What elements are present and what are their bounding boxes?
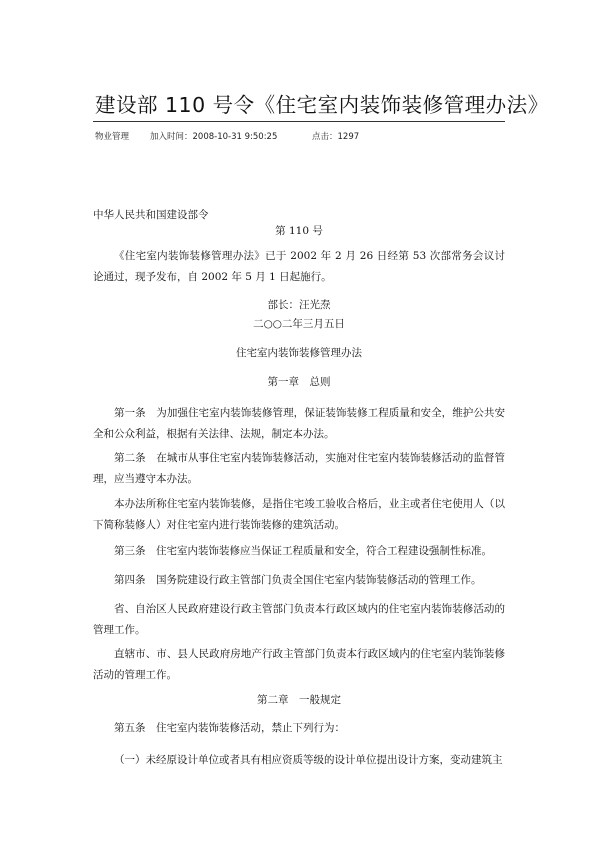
meta-added-time: 加入时间：2008-10-31 9:50:25 xyxy=(150,132,278,142)
article-4-provincial: 省、自治区人民政府建设行政主管部门负责本行政区域内的住宅室内装饰装修活动的管理工作。 xyxy=(93,603,505,636)
article-5-item-1: （一）未经原设计单位或者具有相应资质等级的设计单位提出设计方案，变动建筑主 xyxy=(114,754,503,766)
article-5: 第五条 住宅室内装饰装修活动，禁止下列行为： xyxy=(114,722,345,734)
minister-line: 部长：汪光焘 xyxy=(267,299,331,311)
page-title: 建设部 110 号令《住宅室内装饰装修管理办法》 xyxy=(95,93,549,117)
article-4: 第四条 国务院建设行政主管部门负责全国住宅室内装饰装修活动的管理工作。 xyxy=(114,574,482,586)
title-divider xyxy=(93,121,505,122)
article-2: 第二条 在城市从事住宅室内装饰装修活动，实施对住宅室内装饰装修活动的监督管理，应当遵守本办法。 xyxy=(93,452,505,485)
chapter-1-heading: 第一章 总则 xyxy=(267,376,331,388)
law-title: 住宅室内装饰装修管理办法 xyxy=(236,347,362,359)
meta-hits: 点击：1297 xyxy=(312,132,360,142)
chapter-2-heading: 第二章 一般规定 xyxy=(257,694,341,706)
order-number: 第 110 号 xyxy=(275,225,323,237)
article-4-municipal: 直辖市、市、县人民政府房地产行政主管部门负责本行政区域内的住宅室内装饰装修活动的管理工作。 xyxy=(93,648,505,681)
intro-paragraph: 《住宅室内装饰装修管理办法》已于 2002 年 2 月 26 日经第 53 次部常务会议讨论通过，现予发布，自 2002 年 5 月 1 日起施行。 xyxy=(93,250,505,283)
article-3: 第三条 住宅室内装饰装修应当保证工程质量和安全，符合工程建设强制性标准。 xyxy=(114,545,492,557)
article-2-definition: 本办法所称住宅室内装饰装修，是指住宅竣工验收合格后，业主或者住宅使用人（以下简称装修人）对住宅室内进行装饰装修的建筑活动。 xyxy=(93,498,505,531)
issuer-line: 中华人民共和国建设部令 xyxy=(93,209,209,221)
date-line: 二○○二年三月五日 xyxy=(253,318,345,330)
article-1: 第一条 为加强住宅室内装饰装修管理，保证装饰装修工程质量和安全，维护公共安全和公众利益，根据有关法律、法规，制定本办法。 xyxy=(93,407,505,440)
meta-category: 物业管理 xyxy=(95,132,130,142)
